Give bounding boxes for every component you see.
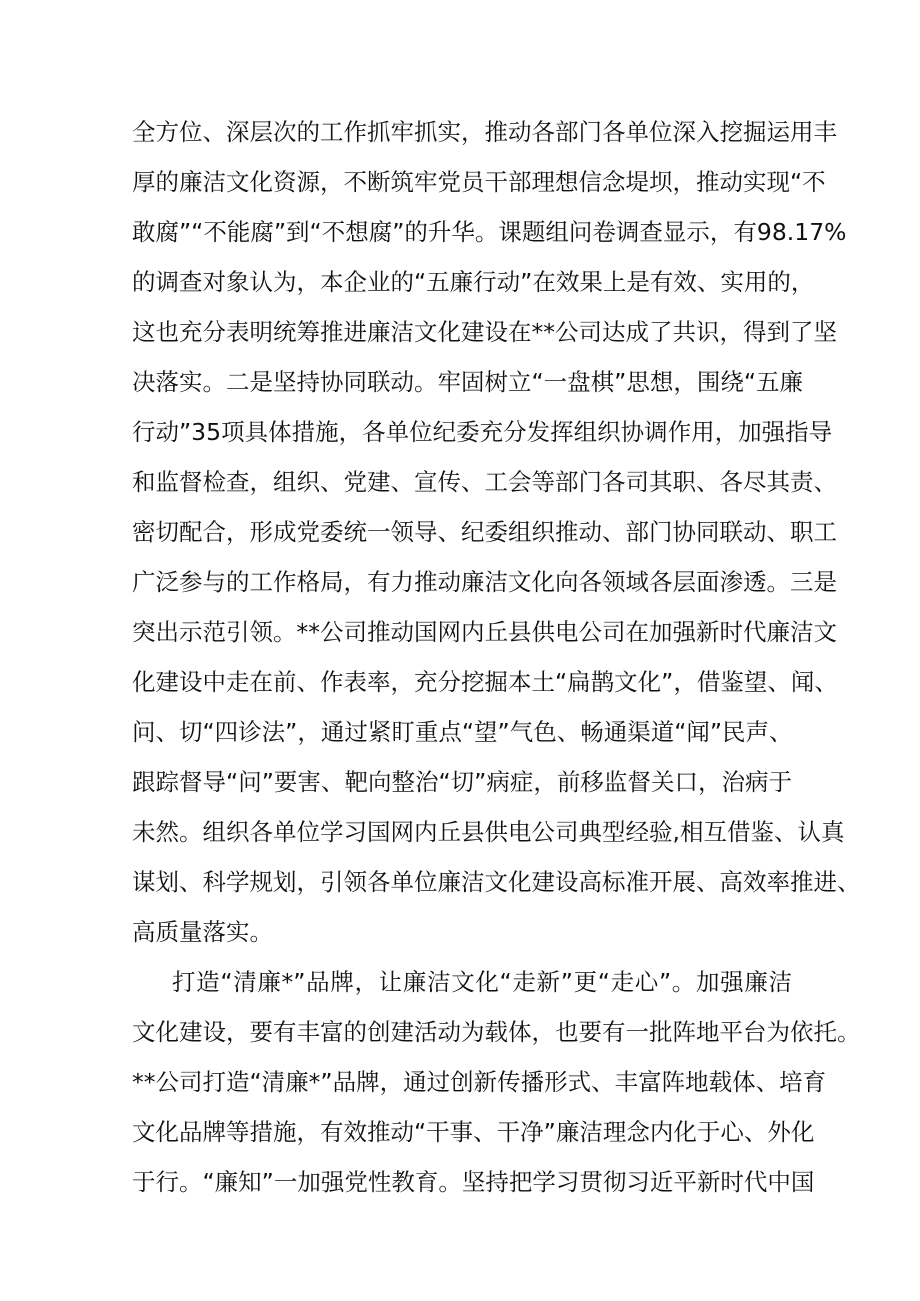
text-line: 文化建设，要有丰富的创建活动为载体，也要有一批阵地平台为依托。 xyxy=(132,1018,861,1046)
text-line: 厚的廉洁文化资源，不断筑牢党员干部理想信念堤坝，推动实现“不 xyxy=(132,168,826,196)
text-line: 于行。“廉知”一加强党性教育。坚持把学习贯彻习近平新时代中国 xyxy=(132,1168,815,1196)
text-line: 密切配合，形成党委统一领导、纪委组织推动、部门协同联动、职工 xyxy=(132,518,837,546)
text-line: 高质量落实。 xyxy=(132,918,273,946)
text-line: 问、切“四诊法”，通过紧盯重点“望”气色、畅通渠道“闻”民声、 xyxy=(132,718,793,746)
text-line: 突出示范引领。**公司推动国网内丘县供电公司在加强新时代廉洁文 xyxy=(132,618,837,646)
text-line: 谋划、科学规划，引领各单位廉洁文化建设高标准开展、高效率推进、 xyxy=(132,868,861,896)
text-line: 全方位、深层次的工作抓牢抓实，推动各部门各单位深入挖掘运用丰 xyxy=(132,118,837,146)
text-line: 决落实。二是坚持协同联动。牢固树立“一盘棋”思想，围绕“五廉 xyxy=(132,368,804,396)
text-line: 这也充分表明统筹推进廉洁文化建设在**公司达成了共识，得到了坚 xyxy=(132,318,837,346)
text-line: 文化品牌等措施，有效推动“干事、干净”廉洁理念内化于心、外化 xyxy=(132,1118,815,1146)
text-line: **公司打造“清廉*”品牌，通过创新传播形式、丰富阵地载体、培育 xyxy=(132,1068,827,1096)
text-line: 未然。组织各单位学习国网内丘县供电公司典型经验,相互借鉴、认真 xyxy=(132,818,845,846)
text-line: 和监督检查，组织、党建、宣传、工会等部门各司其职、各尽其责、 xyxy=(132,468,837,496)
text-line: 化建设中走在前、作表率，充分挖掘本土“扁鹊文化”，借鉴望、闻、 xyxy=(132,668,838,696)
text-line: 的调查对象认为，本企业的“五廉行动”在效果上是有效、实用的， xyxy=(132,268,815,296)
text-line: 行动”35项具体措施，各单位纪委充分发挥组织协调作用，加强指导 xyxy=(132,418,833,446)
text-line: 广泛参与的工作格局，有力推动廉洁文化向各领域各层面渗透。三是 xyxy=(132,568,837,596)
text-line: 跟踪督导“问”要害、靶向整治“切”病症，前移监督关口，治病于 xyxy=(132,768,792,796)
text-line: 打造“清廉*”品牌，让廉洁文化“走新”更“走心”。加强廉洁 xyxy=(172,968,792,996)
text-line: 敢腐”“不能腐”到“不想腐”的升华。课题组问卷调查显示，有98.17% xyxy=(132,218,847,246)
